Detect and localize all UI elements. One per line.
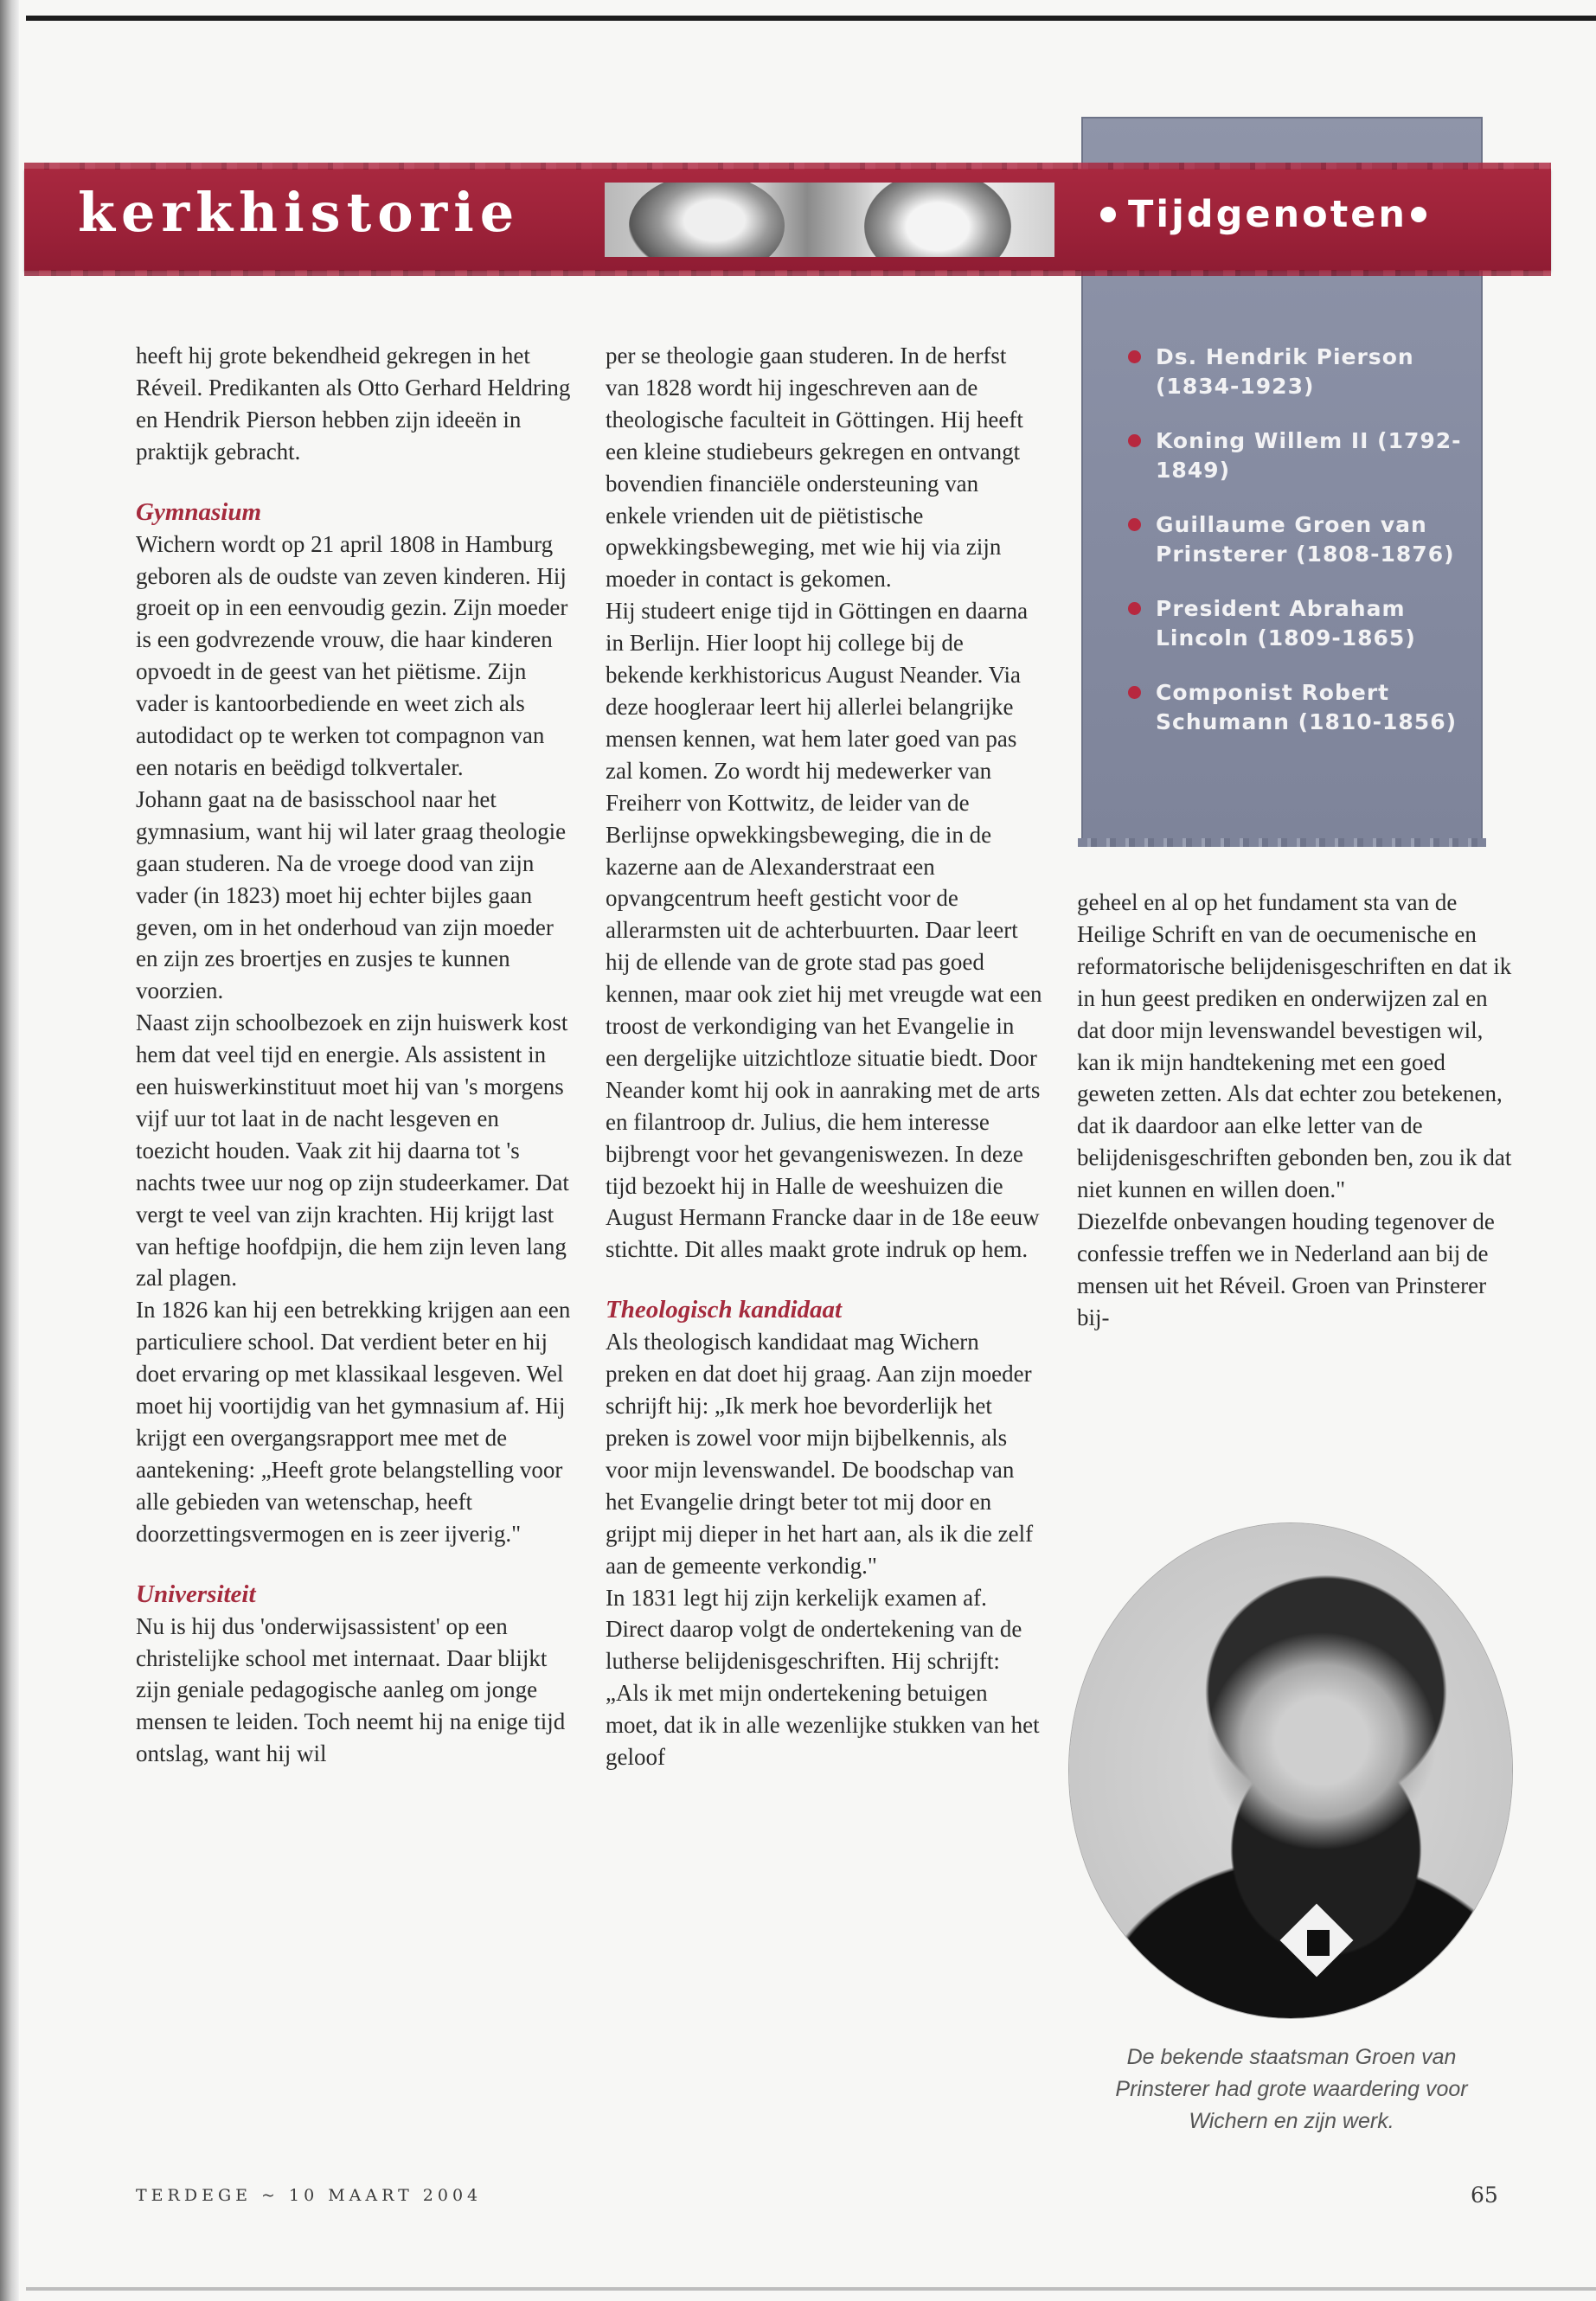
bullet-icon — [1411, 207, 1426, 222]
list-item-label: Koning Willem II (1792-1849) — [1156, 428, 1462, 483]
spacer — [136, 468, 573, 496]
bullet-icon — [1128, 350, 1141, 363]
section-title: kerkhistorie — [78, 181, 521, 244]
paragraph: Diezelfde onbevangen houding tegenover de confessie treffen we in Nederland aan bij de mensen uit het Réveil. Groen van Prinsterer bij- — [1077, 1208, 1495, 1330]
paragraph: Johann gaat na de basisschool naar het gymnasium, want hij wil later graag theologie gaan studeren. Na de vroege dood van zijn vader (in 1823) moet hij echter bijles gaan geven, om in het onderhoud van zijn moeder en zijn zes broertjes en zusjes te kunnen voorzien. — [136, 785, 567, 1004]
bullet-icon — [1128, 686, 1141, 699]
bottom-rule — [26, 2287, 1596, 2291]
publication-footer: TERDEGE ~ 10 MAART 2004 — [136, 2186, 483, 2205]
paragraph: per se theologie gaan studeren. In de herfst van 1828 wordt hij ingeschreven aan de theologische faculteit in Göttingen. Hij heeft een kleine studiebeurs gekregen en ontvangt bovendien financiële ondersteuning van enkele vrienden uit de piëtistische opwekkingsbeweging, met wie hij via zijn moeder in contact is gekomen. — [606, 343, 1023, 593]
subheading-universiteit: Universiteit — [136, 1580, 256, 1608]
sidebar-heading — [1097, 193, 1439, 236]
list-item — [1125, 594, 1471, 653]
paragraph: In 1826 kan hij een betrekking krijgen aan een particuliere school. Dat verdient beter en hij doet ervaring op met klassikaal lesgeven. Wel moet hij voortijdig van het gymnasium af. Hij krijgt een overgangsrapport mee met de aantekening: „Heeft grote belangstelling voor alle gebieden van wetenschap, heeft doorzettingsvermogen en is zeer ijverig." — [136, 1297, 571, 1547]
bullet-icon — [1128, 434, 1141, 447]
top-rule — [26, 16, 1596, 21]
list-item-label: Guillaume Groen van Prinsterer (1808-1876) — [1156, 512, 1455, 567]
bullet-icon — [1100, 207, 1116, 222]
spacer — [606, 1266, 1042, 1293]
paragraph: In 1831 legt hij zijn kerkelijk examen af. Direct daarop volgt de ondertekening van de lutherse belijdenisgeschriften. Hij schrijft: „Als ik met mijn ondertekening betuigen moet, dat ik in alle wezenlijke stukken van het geloof — [606, 1584, 1040, 1771]
spacer — [136, 1550, 573, 1578]
page-number: 65 — [1471, 2182, 1498, 2208]
bullet-icon — [1128, 602, 1141, 615]
sidebar-heading-text: Tijdgenoten — [1128, 193, 1408, 236]
portrait-strip-image — [605, 183, 1054, 257]
list-item-label: Ds. Hendrik Pierson (1834-1923) — [1156, 344, 1414, 399]
article-column-1 — [136, 340, 573, 1770]
paragraph: Als theologisch kandidaat mag Wichern preken en dat doet hij graag. Aan zijn moeder schrijft hij: „Ik merk hoe bevorderlijk het preken is zowel voor mijn bijbelkennis, als voor mijn levenswandel. De boodschap van het Evangelie dringt beter tot mij door en grijpt mij dieper in het hart aan, als ik die zelf aan de gemeente verkondig." — [606, 1329, 1034, 1579]
article-column-3 — [1077, 887, 1514, 1334]
paragraph: Hij studeert enige tijd in Göttingen en daarna in Berlijn. Hier loopt hij college bij de bekende kerkhistoricus August Neander. Via deze hoogleraar leert hij allerlei belangrijke mensen kennen, wat hem later goed van pas zal komen. Zo wordt hij medewerker van Freiherr von Kottwitz, de leider van de Berlijnse opwekkingsbeweging, die in de kazerne aan de Alexanderstraat een opvangcentrum heeft gesticht voor de allerarmsten uit de achterbuurten. Daar leert hij de ellende van de grote stad pas goed kennen, maar ook ziet hij met vreugde wat een troost de verkondiging van het Evangelie in een dergelijke uitzichtloze situatie biedt. Door Neander komt hij ook in aanraking met de arts en filantroop dr. Julius, die hem interesse bijbrengt voor het gevangeniswezen. In deze tijd bezoekt hij in Halle de weeshuizen die August Hermann Francke daar in de 18e eeuw stichtte. Dit alles maakt grote indruk op hem. — [606, 598, 1042, 1263]
article-column-2 — [606, 340, 1042, 1773]
deckle-edge — [1078, 838, 1486, 847]
bullet-icon — [1128, 518, 1141, 531]
banner-rough-edge-bottom — [24, 270, 1551, 276]
portrait-face-left — [629, 183, 785, 257]
list-item-label: President Abraham Lincoln (1809-1865) — [1156, 596, 1416, 651]
list-item-label: Componist Robert Schumann (1810-1856) — [1156, 680, 1458, 734]
banner-rough-edge-top — [24, 163, 1551, 170]
scan-edge — [0, 0, 19, 2301]
paragraph: Naast zijn schoolbezoek en zijn huiswerk kost hem dat veel tijd en energie. Als assistent in een huiswerkinstituut moet hij van 's morgens vijf uur tot laat in de nacht lesgeven en toezicht houden. Vaak zit hij daarna tot 's nachts twee uur nog op zijn studeerkamer. Dat vergt te veel van zijn krachten. Hij krijgt last van heftige hoofdpijn, die hem zijn leven lang zal plagen. — [136, 1009, 569, 1292]
portrait-photo-groen-van-prinsterer — [1069, 1523, 1512, 2018]
paragraph: heeft hij grote bekendheid gekregen in het Réveil. Predikanten als Otto Gerhard Heldring en Hendrik Pierson hebben zijn ideeën in praktijk gebracht. — [136, 343, 571, 465]
paragraph: Nu is hij dus 'onderwijsassistent' op een christelijke school met internaat. Daar blijkt zijn geniale pedagogische aanleg om jonge mensen te leiden. Toch neemt hij na enige tijd ontslag, want hij wil — [136, 1612, 566, 1767]
subheading-theologisch-kandidaat: Theologisch kandidaat — [606, 1296, 843, 1324]
subheading-gymnasium: Gymnasium — [136, 497, 262, 526]
photo-tie-detail — [1307, 1930, 1330, 1956]
paragraph: geheel en al op het fundament sta van de Heilige Schrift en van de oecumenische en reformatorische belijdenisgeschriften en dat ik in hun geest prediken en onderwijzen zal en dat door mijn levenswandel bevestigen wil, kan ik mijn handtekening met een goed geweten zetten. Als dat echter zou betekenen, dat ik daardoor aan elke letter van de belijdenisgeschriften gebonden ben, zou ik dat niet kunnen en willen doen." — [1077, 889, 1512, 1203]
portrait-face-right — [864, 183, 1011, 257]
paragraph: Wichern wordt op 21 april 1808 in Hamburg geboren als de oudste van zeven kinderen. Hij groeit op in een eenvoudig gezin. Zijn moeder is een godvrezende vrouw, die haar kinderen opvoedt in de geest van het piëtisme. Zijn vader is kantoorbediende en weet zich als autodidact op te werken tot compagnon van een notaris en beëdigd tolkvertaler. — [136, 530, 568, 780]
contemporaries-list — [1125, 343, 1471, 762]
list-item — [1125, 510, 1471, 569]
photo-caption: De bekende staatsman Groen van Prinsterer had grote waardering voor Wichern en zijn werk. — [1115, 2045, 1468, 2133]
list-item — [1125, 678, 1471, 737]
list-item — [1125, 343, 1471, 401]
list-item — [1125, 426, 1471, 485]
